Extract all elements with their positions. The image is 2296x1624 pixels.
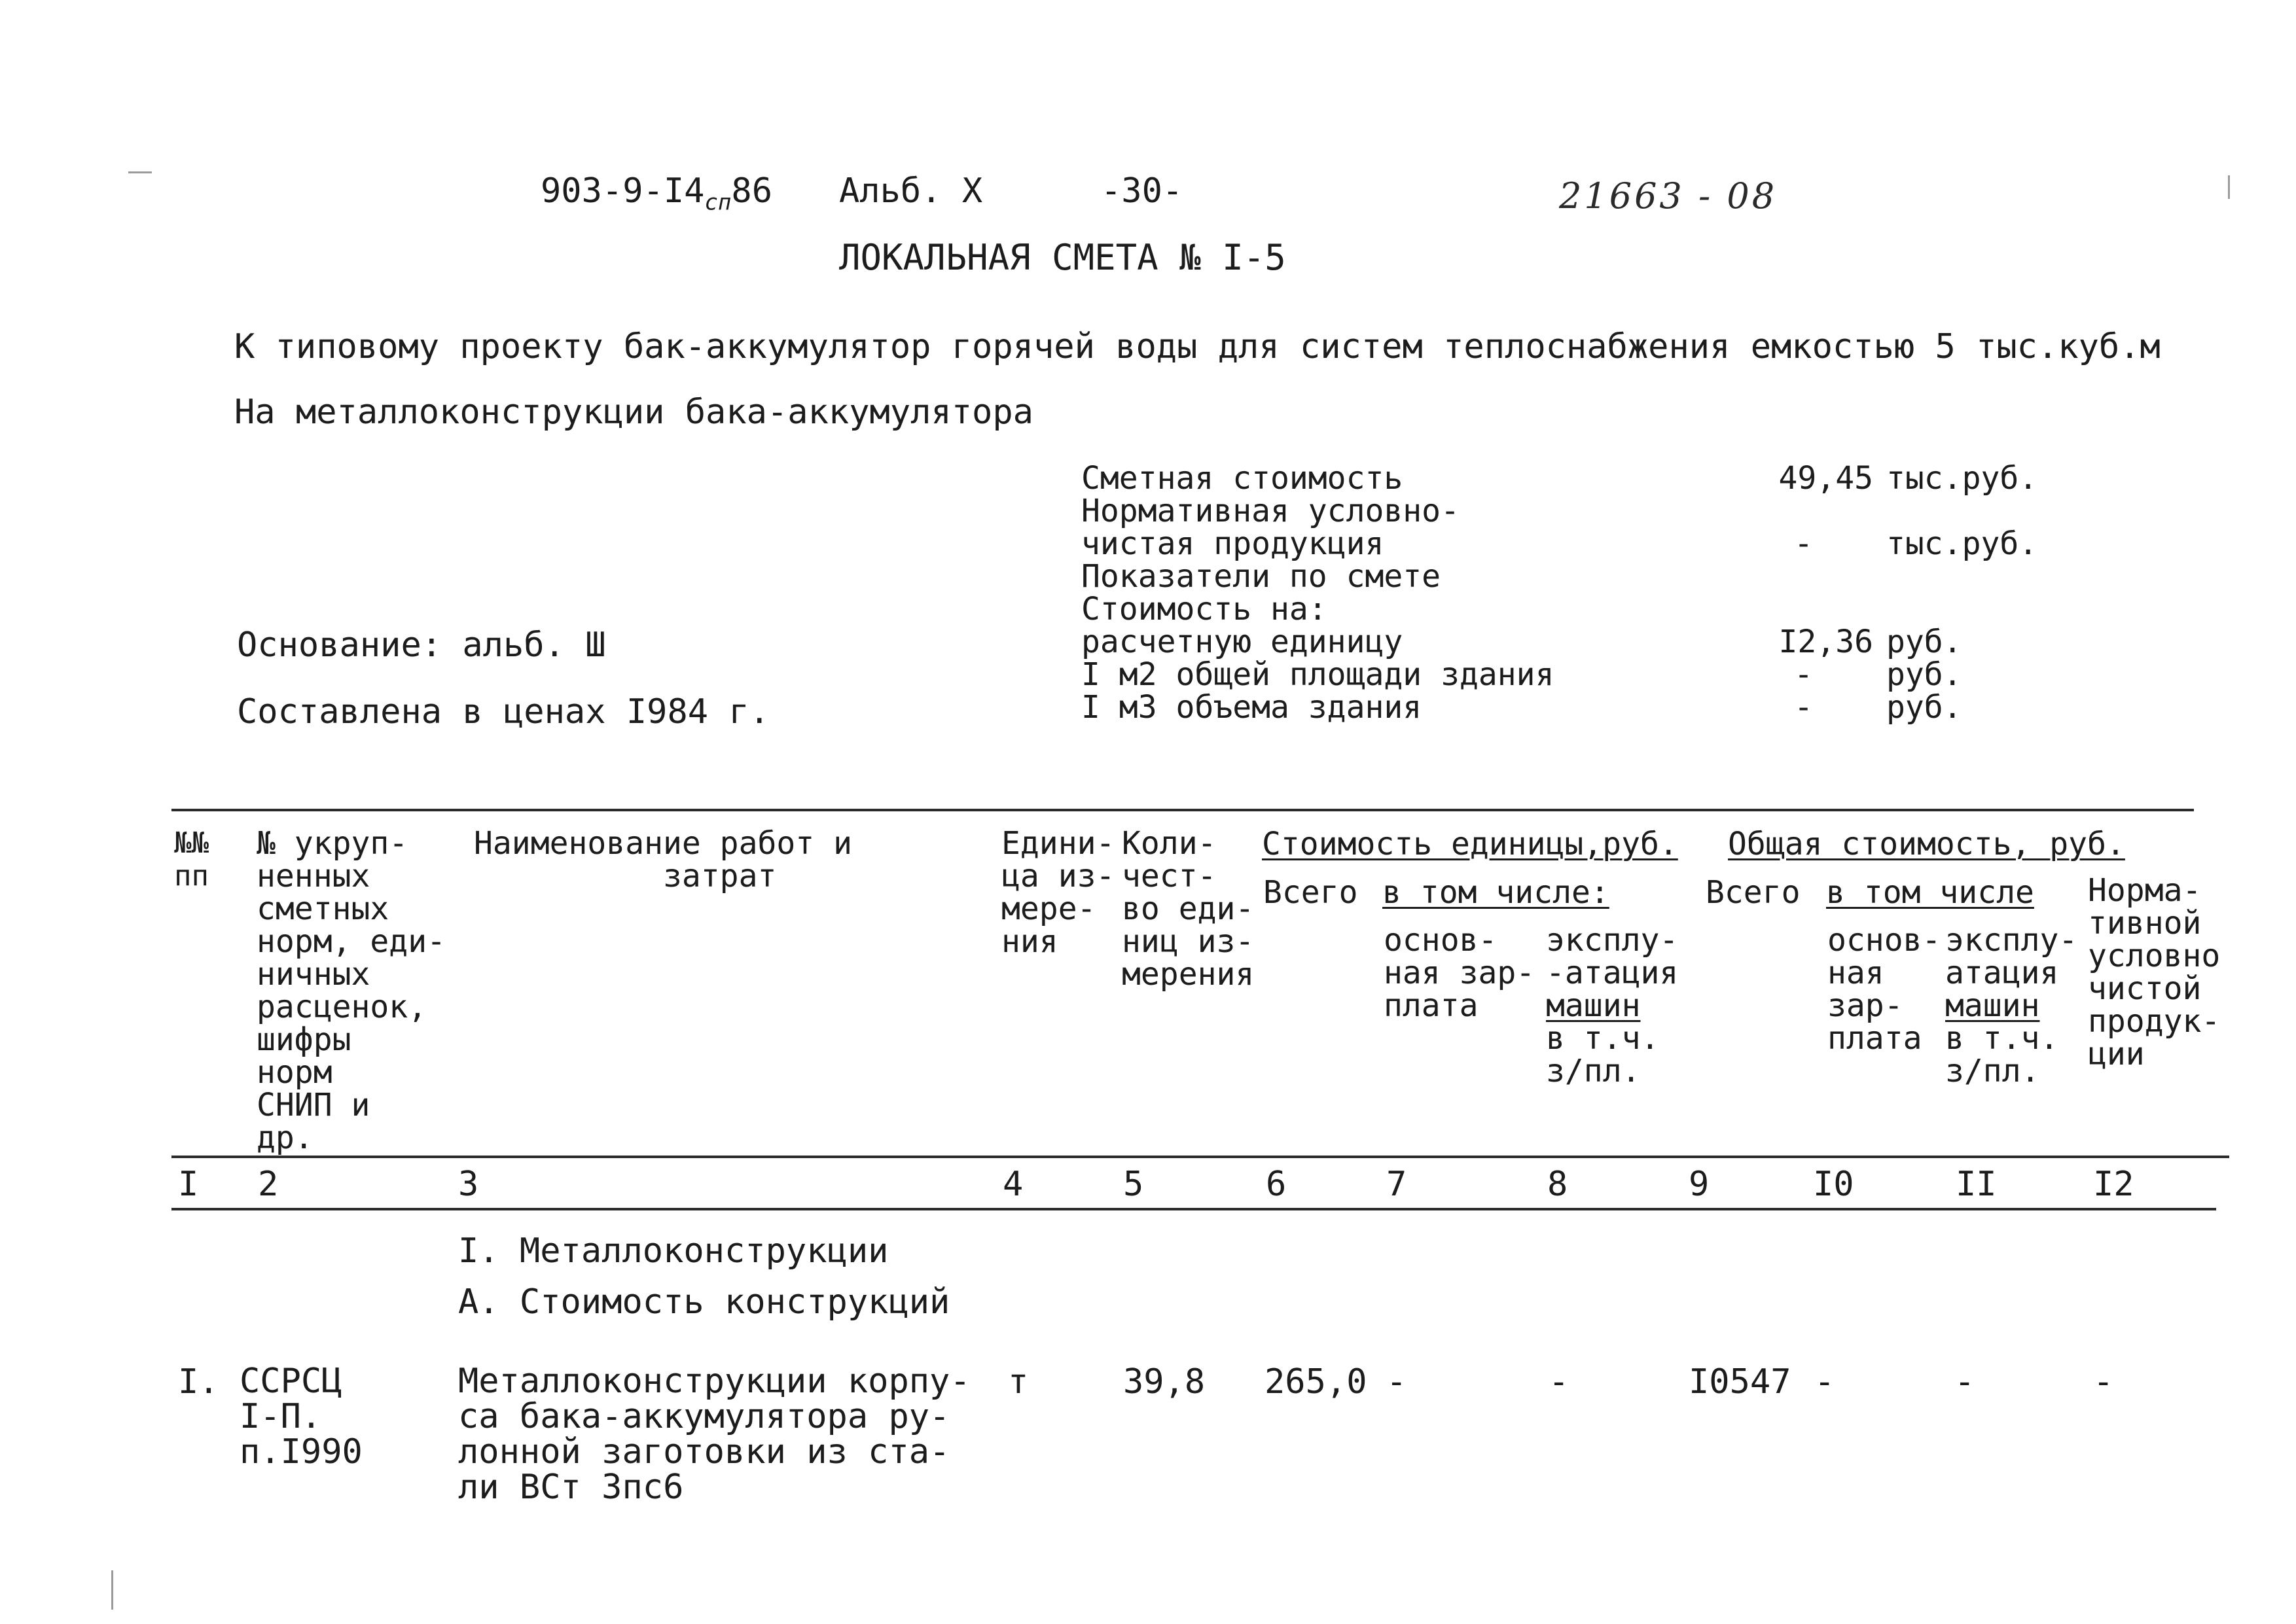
row-number: I. xyxy=(178,1362,219,1402)
row-unit-machine: - xyxy=(1549,1362,1570,1402)
page-title: ЛОКАЛЬНАЯ СМЕТА № I-5 xyxy=(839,237,1286,278)
header-unit-cost: Стоимость единицы,руб. xyxy=(1262,826,1678,862)
header-unit-machine-label: машин xyxy=(1546,987,1641,1024)
summary-units xyxy=(1886,462,2037,724)
row-total-machine: - xyxy=(1954,1362,1975,1402)
header-total-cost: Общая стоимость, руб. xyxy=(1728,826,2125,862)
header-quantity: Коли- чест- во еди- ниц из- мерения xyxy=(1122,825,1255,993)
header-including-1: в том числе: xyxy=(1382,874,1609,911)
column-number: 6 xyxy=(1266,1165,1287,1204)
header-unit-machine-wage: в т.ч. з/пл. xyxy=(1546,1020,1660,1089)
summary-label: Нормативная условно- xyxy=(1081,493,1460,529)
header-total: Всего xyxy=(1706,874,1801,911)
column-numbers-top-rule xyxy=(171,1156,2229,1158)
project-description: К типовому проекту бак-аккумулятор горячей воды для систем теплоснабжения емкостью 5 тыс.куб.м xyxy=(234,327,2161,366)
summary-label: Стоимость на: xyxy=(1081,591,1327,627)
summary-unit: тыс.руб. xyxy=(1886,460,2038,497)
header-including-2: в том числе xyxy=(1826,874,2034,911)
column-number: I2 xyxy=(2093,1165,2134,1204)
summary-value: - xyxy=(1794,689,1813,726)
price-level: Составлена в ценах I984 г. xyxy=(237,692,770,732)
row-work-name: Металлоконструкции корпу- са бака-аккумулятора ру- лонной заготовки из ста- ли ВСт 3пс6 xyxy=(458,1362,971,1507)
header-unit-machine: эксплу- -атация xyxy=(1546,922,1679,991)
column-number: 3 xyxy=(458,1165,479,1204)
summary-unit xyxy=(1886,593,2037,626)
header-norm-code: № укруп- ненных сметных норм, еди- ничных расценок, шифры норм СНИП и др. xyxy=(257,825,446,1156)
column-number: 8 xyxy=(1547,1165,1568,1204)
page-number: -30- xyxy=(1101,171,1183,211)
header-row-number: №№ пп xyxy=(174,826,209,892)
header-total-machine: эксплу- атация xyxy=(1945,922,2078,991)
basis-label: Основание: альб. Ш xyxy=(237,626,606,665)
header-total-machine-label: машин xyxy=(1945,987,2040,1024)
summary-value xyxy=(1762,593,1873,626)
row-unit-wage: - xyxy=(1386,1362,1407,1402)
header-unit: Едини- ца из- мере- ния xyxy=(1001,825,1115,960)
summary-value: - xyxy=(1794,656,1813,693)
summary-value: I2,36 xyxy=(1778,624,1873,660)
header-unit-total: Всего xyxy=(1263,874,1358,911)
header-unit-wage: основ- ная зар- плата xyxy=(1384,922,1535,1024)
header-total-wage: основ- ная зар- плата xyxy=(1827,922,1941,1057)
column-numbers-bottom-rule xyxy=(171,1208,2216,1210)
summary-values xyxy=(1762,462,1873,724)
album-label: Альб. X xyxy=(839,171,983,211)
summary-labels xyxy=(1081,462,1554,724)
summary-value xyxy=(1762,495,1873,527)
summary-unit: руб. xyxy=(1886,689,1962,726)
row-unit: т xyxy=(1008,1362,1029,1402)
header-work-name: Наименование работ и затрат xyxy=(474,825,852,894)
column-number: 2 xyxy=(258,1165,279,1204)
summary-label: чистая продукция xyxy=(1081,525,1384,562)
column-number: II xyxy=(1956,1165,1997,1204)
summary-label: Сметная стоимость xyxy=(1081,460,1403,497)
scan-mark xyxy=(111,1570,113,1610)
summary-value: 49,45 xyxy=(1778,460,1873,497)
scan-mark xyxy=(2228,175,2230,199)
row-norm-code: ССРСЦ I-П. п.I990 xyxy=(240,1362,363,1472)
column-number: 7 xyxy=(1386,1165,1407,1204)
row-total: I0547 xyxy=(1689,1362,1791,1402)
project-code: $903-9-I4_{сп}86$ xyxy=(541,171,773,216)
summary-unit: руб. xyxy=(1886,656,1962,693)
summary-unit: тыс.руб. xyxy=(1886,525,2038,562)
summary-label: расчетную единицу xyxy=(1081,624,1403,660)
section-heading: I. Металлоконструкции xyxy=(458,1231,889,1271)
estimate-subject: На металлоконструкции бака-аккумулятора xyxy=(234,393,1033,432)
column-number: 9 xyxy=(1689,1165,1710,1204)
table-top-rule xyxy=(171,809,2194,811)
column-number: I xyxy=(178,1165,199,1204)
subsection-heading: А. Стоимость конструкций xyxy=(458,1282,950,1322)
row-unit-total: 265,0 xyxy=(1265,1362,1367,1402)
summary-value xyxy=(1762,560,1873,593)
row-norm-product: - xyxy=(2093,1362,2114,1402)
summary-label: Показатели по смете xyxy=(1081,558,1441,595)
summary-unit xyxy=(1886,495,2037,527)
header-norm-product: Норма- тивной условно чистой продук- ции xyxy=(2088,872,2221,1072)
column-number: 4 xyxy=(1003,1165,1024,1204)
row-total-wage: - xyxy=(1814,1362,1835,1402)
column-number: I0 xyxy=(1813,1165,1854,1204)
header-total-machine-wage: в т.ч. з/пл. xyxy=(1945,1020,2059,1089)
row-quantity: 39,8 xyxy=(1123,1362,1206,1402)
summary-unit xyxy=(1886,560,2037,593)
summary-label: I м2 общей площади здания xyxy=(1081,656,1554,693)
scan-mark xyxy=(128,171,152,173)
column-number: 5 xyxy=(1123,1165,1144,1204)
summary-value: - xyxy=(1794,525,1813,562)
handwritten-number: 21663 - 08 xyxy=(1559,175,1778,217)
summary-unit: руб. xyxy=(1886,624,1962,660)
summary-label: I м3 объема здания xyxy=(1081,689,1422,726)
